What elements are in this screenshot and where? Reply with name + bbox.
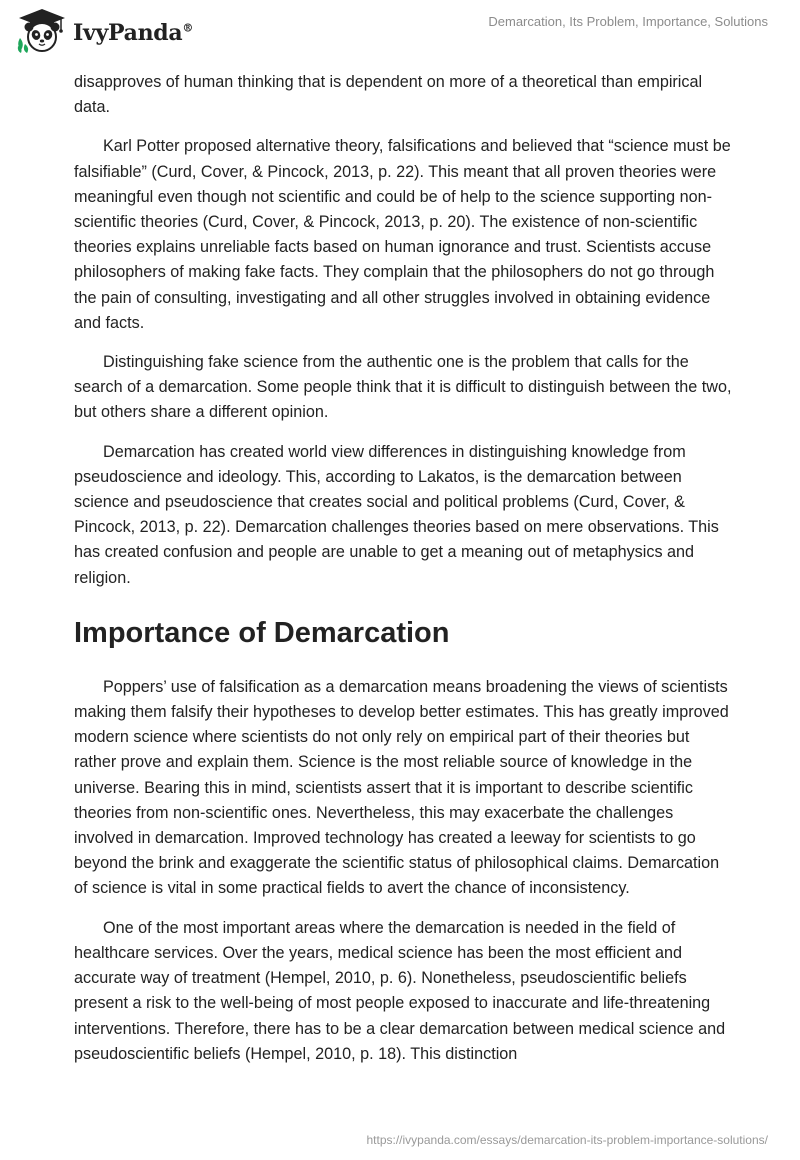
page-header [0,0,800,70]
registered-mark: ® [182,21,194,35]
essay-content [74,70,734,1067]
paragraph-world-view: Demarcation has created world view differences in distinguishing knowledge from pseudoscience and ideology. This, according to Lakatos, is the demarcation between science and pseudoscience that creates social and political problems (Curd, Cover, & Pincock, 2013, p. 22). Demarcation challenges theories based on mere observations. This has created confusion and people are unable to get a meaning out of metaphysics and religion. [74,442,719,587]
paragraph-healthcare: One of the most important areas where the demarcation is needed in the field of healthcare services. Over the years, medical science has been the most efficient and accurate way of treatment (Hempel, 2010, p. 6). Nonetheless, pseudoscientific beliefs present a risk to the well-being of most people exposed to inaccurate and life-threatening interventions. Therefore, there has to be a clear demarcation between medical science and pseudoscientific beliefs (Hempel, 2010, p. 18). This distinction [74,918,726,1063]
paragraph-fake-science: Distinguishing fake science from the authentic one is the problem that calls for the search of a demarcation. Some people think that it is difficult to distinguish between the two, but others share a different opinion. [74,353,732,422]
paragraph-falsification: Karl Potter proposed alternative theory, falsifications and believed that “science must be falsifiable” (Curd, Cover, & Pincock, 2013, p. 22). This meant that all proven theories were meaningful even though not scientific and could be of help to the science supporting non-scientific theories (Curd, Cover, & Pincock, 2013, p. 20). The existence of non-scientific theories explains unreliable facts based on human ignorance and trust. Scientists accuse philosophers of making fake facts. They complain that the philosophers do not go through the pain of consulting, investigating and all other struggles involved in obtaining evidence and facts. [74,137,731,332]
section-heading: Importance of Demarcation [74,616,450,649]
panda-graduate-icon [16,8,68,54]
paragraph-continuation: disapproves of human thinking that is dependent on more of a theoretical than empirical data. [74,73,703,117]
document-title: Demarcation, Its Problem, Importance, Solutions [488,14,768,29]
paragraph-importance: Poppers’ use of falsification as a demarcation means broadening the views of scientists making them falsify their hypotheses to develop better estimates. This has greatly improved modern science where scientists do not only rely on empirical part of their theories but rather prove and explain them. Science is the most reliable source of knowledge in the universe. Bearing this in mind, scientists assert that it is important to describe scientific theories from non-scientific ones. Nevertheless, this may exacerbate the challenges involved in demarcation. Improved technology has created a leeway for scientists to go beyond the brink and exaggerate the scientific status of philosophical claims. Demarcation of science is vital in some practical fields to avert the chance of inconsistency. [74,677,729,898]
source-url[interactable]: https://ivypanda.com/essays/demarcation-its-problem-importance-solutions/ [366,1133,768,1147]
brand-name: IvyPanda® [73,20,194,46]
ivypanda-logo[interactable] [16,8,193,54]
